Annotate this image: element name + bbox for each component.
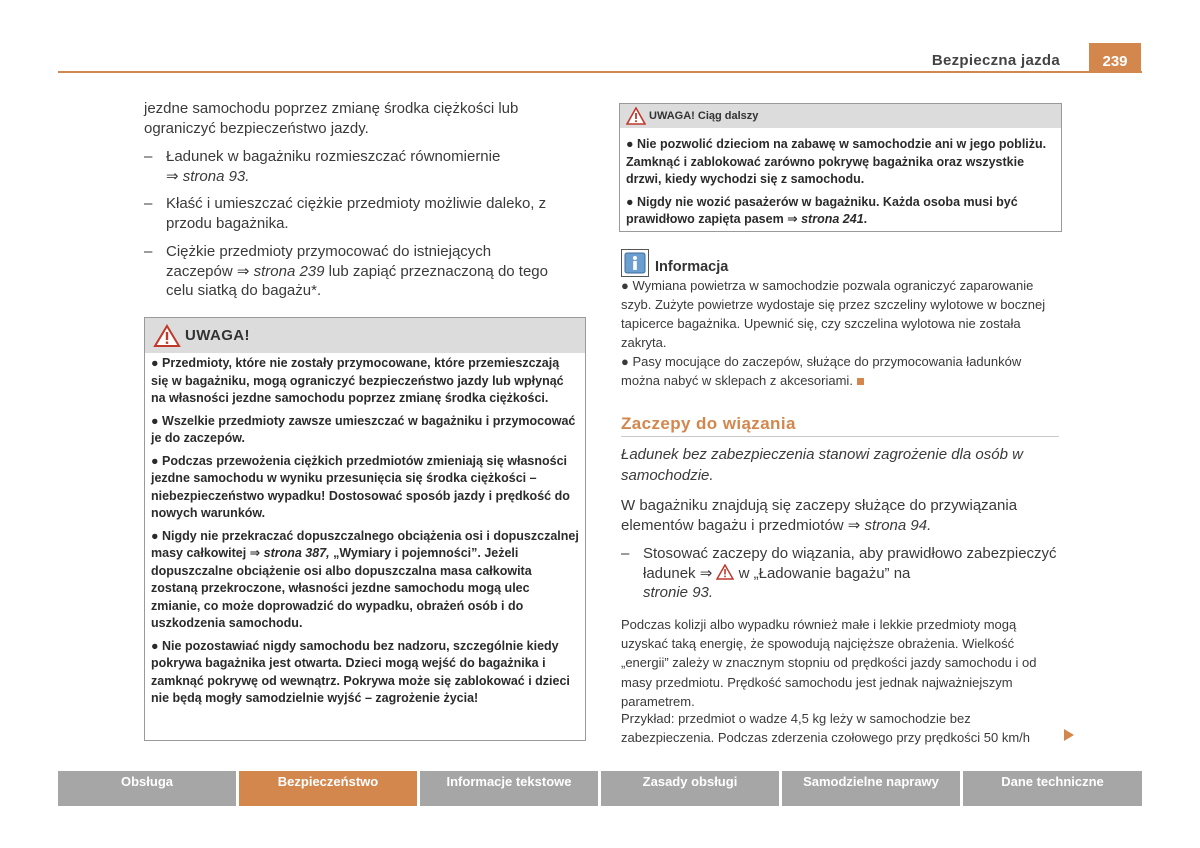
list-item-text: lub zapiąć przeznaczoną do tego <box>324 262 548 280</box>
tab-obsluga[interactable]: Obsługa <box>58 771 236 806</box>
warning-continued-label: UWAGA! Ciąg dalszy <box>649 110 759 122</box>
warning-triangle-icon <box>153 324 181 348</box>
info-item: ● Wymiana powietrza w samochodzie pozwala ograniczyć zaparowanie szyb. Zużyte powietrze wydostaje się przez szczeliny wylotowe w bocznej tapicerce bagażnika. Upewnić się, czy szczelina wylotowa nie została zakryta. <box>621 278 1046 350</box>
page-reference-link[interactable]: strona 241 <box>801 212 864 226</box>
info-item-text: Wymiana powietrza w samochodzie pozwala ograniczyć zaparowanie szyb. Zużyte powietrze wydostaje się przez szczeliny wylotowe w bocznej tapicerce bagażnika. Upewnić się, czy szczelina wylotowa nie została zakryta. <box>621 278 1046 350</box>
header-rule <box>58 71 1142 73</box>
warning-item-text: Nie pozwolić dzieciom na zabawę w samochodzie ani w jego pobliżu. Zamknąć i zablokować zarówno pokrywę bagażnika oraz wszystkie drzwi, kiedy wychodzi się z samochodu. <box>626 137 1047 186</box>
page-reference-link[interactable]: ⇒ strona 93. <box>166 167 250 185</box>
next-page-arrow-icon[interactable] <box>1063 728 1075 742</box>
warning-item-text: Nie pozostawiać nigdy samochodu bez nadzoru, szczególnie kiedy pokrywa bagażnika jest otwarta. Dzieci mogą wejść do bagażnika i zamknąć pokrywę od wewnątrz. Pokrywa może się zablokować i dzieci nie będą mogły samodzielnie wyjść – zagrożenie życia! <box>151 638 570 705</box>
warning-item-text: Nigdy nie przekraczać dopuszczalnego obciążenia osi i dopuszczalnej masy całkowitej ⇒ <box>151 528 579 560</box>
warning-triangle-icon <box>626 107 646 125</box>
tab-informacje-tekstowe[interactable]: Informacje tekstowe <box>420 771 598 806</box>
warning-item: ● Podczas przewożenia ciężkich przedmiotów zmieniają się własności jezdne samochodu w wyniku przesunięcia się środka ciężkości – niebezpieczeństwo wypadku! Dostosować sposób jazdy i prędkość do nowych warunków. <box>151 453 570 520</box>
tab-bezpieczenstwo[interactable]: Bezpieczeństwo <box>239 771 417 806</box>
list-item-text: Ładunek w bagażniku rozmieszczać równomiernie <box>166 148 501 165</box>
warning-item-text: Przedmioty, które nie zostały przymocowane, które przemieszczają się w bagażniku, mogą ograniczyć bezpieczeństwo jazdy lub wpłynąć na własności jezdne samochodu poprzez zmianę środka ciężkości. <box>151 356 564 405</box>
running-header-title: Bezpieczna jazda <box>931 52 1060 69</box>
dash-bullet: – <box>621 545 630 562</box>
warning-item-text: „Wymiary i pojemności”. Jeżeli dopuszczalne obciążenie osi albo dopuszczalna masa całkowita zostaną przekroczone, własności jezdne samochodu mogą ulec zmianie, co może doprowadzić do wypadku, obrażeń osób i do uszkodzenia samochodu. <box>151 546 532 630</box>
tab-dane-techniczne[interactable]: Dane techniczne <box>963 771 1142 806</box>
info-title: Informacja <box>655 259 729 275</box>
tab-samodzielne-naprawy[interactable]: Samodzielne naprawy <box>782 771 960 806</box>
page-reference-link[interactable]: strona 239 <box>253 262 325 280</box>
warning-item: ● Nie pozwolić dzieciom na zabawę w samochodzie ani w jego pobliżu. Zamknąć i zablokować zarówno pokrywę bagażnika oraz wszystkie drzwi, kiedy wychodzi się z samochodu. <box>626 137 1047 186</box>
warning-item-text: Podczas przewożenia ciężkich przedmiotów zmieniają się własności jezdne samochodu w wyniku przesunięcia się środka ciężkości – niebezpieczeństwo wypadku! Dostosować sposób jazdy i prędkość do nowych warunków. <box>151 453 570 520</box>
square-end-mark-icon <box>857 378 864 385</box>
section-intro: Ładunek bez zabezpieczenia stanowi zagrożenie dla osób w samochodzie. <box>621 446 1023 484</box>
warning-continued-box <box>619 103 1062 232</box>
page-reference-link[interactable]: strona 387, <box>263 546 330 560</box>
warning-header <box>145 318 585 353</box>
info-list <box>621 276 1061 390</box>
page-number: 239 <box>1089 43 1141 73</box>
list-item-text: celu siatką do bagażu*. <box>166 282 322 299</box>
dash-bullet: – <box>144 195 153 212</box>
warning-item: ● Nie pozostawiać nigdy samochodu bez nadzoru, szczególnie kiedy pokrywa bagażnika jest otwarta. Dzieci mogą wejść do bagażnika i zamknąć pokrywę od wewnątrz. Pokrywa może się zablokować i dzieci nie będą mogły samodzielnie wyjść – zagrożenie życia! <box>151 638 570 705</box>
section-paragraph: Podczas kolizji albo wypadku również małe i lekkie przedmioty mogą uzyskać taką energię, że spowodują najcięższe obrażenia. Wielkość „energii” zależy w znacznym stopniu od prędkości jazdy samochodu i od masy przedmiotu. Prędkość samochodu jest jednak najważniejszym parametrem. <box>621 617 1037 709</box>
list-item-text: w „Ładowanie bagażu” na <box>734 564 911 582</box>
tab-zasady-obslugi[interactable]: Zasady obsługi <box>601 771 779 806</box>
list-item-text: Kłaść i umieszczać ciężkie przedmioty możliwie daleko, z <box>166 195 547 212</box>
section-paragraph: Przykład: przedmiot o wadze 4,5 kg leży w samochodzie bez zabezpieczenia. Podczas zderzenia czołowego przy prędkości 50 km/h <box>621 711 1030 746</box>
warning-list <box>626 136 1056 234</box>
list-item <box>144 194 584 233</box>
warning-item: ● Wszelkie przedmioty zawsze umieszczać w bagażniku i przymocować je do zaczepów. <box>151 413 576 445</box>
page-reference-link[interactable]: stronie 93. <box>643 584 714 601</box>
info-icon <box>621 249 649 277</box>
list-item-text: Stosować zaczepy do wiązania, aby prawidłowo zabezpieczyć ładunek ⇒ <box>643 545 1057 582</box>
warning-item: ● Nigdy nie wozić pasażerów w bagażniku. Każda osoba musi być prawidłowo zapięta pasem ⇒ strona 241. <box>626 194 1018 226</box>
warning-continued-header <box>620 104 1061 128</box>
warning-triangle-icon <box>716 564 734 580</box>
warning-item-text: . <box>863 212 868 226</box>
section-paragraph <box>621 496 1061 536</box>
dash-bullet: – <box>144 243 153 260</box>
paragraph-text: W bagażniku znajdują się zaczepy służące do przywiązania elementów bagażu i przedmiotów ⇒ <box>621 497 1018 534</box>
page-reference-link[interactable]: strona 94. <box>864 517 932 534</box>
warning-item-text: Wszelkie przedmioty zawsze umieszczać w bagażniku i przymocować je do zaczepów. <box>151 413 576 445</box>
warning-item: ● Przedmioty, które nie zostały przymocowane, które przemieszczają się w bagażniku, mogą ograniczyć bezpieczeństwo jazdy lub wpłynąć na własności jezdne samochodu poprzez zmianę środka ciężkości. <box>151 356 564 405</box>
list-item-text: Ciężkie przedmioty przymocować do istniejących <box>166 243 492 260</box>
warning-box <box>144 317 586 741</box>
list-item <box>144 147 584 186</box>
section-title: Zaczepy do wiązania <box>621 414 796 433</box>
info-item-text: Pasy mocujące do zaczepów, służące do przymocowania ładunków można nabyć w sklepach z akcesoriami. <box>621 354 1022 388</box>
left-intro-paragraph: jezdne samochodu poprzez zmianę środka ciężkości lub ograniczyć bezpieczeństwo jazdy. <box>144 100 519 137</box>
dash-bullet: – <box>144 148 153 165</box>
list-item-text: przodu bagażnika. <box>166 214 289 232</box>
warning-item-text: Nigdy nie wozić pasażerów w bagażniku. Każda osoba musi być prawidłowo zapięta pasem ⇒ <box>626 194 1018 226</box>
list-item-text: zaczepów ⇒ <box>166 262 254 280</box>
list-item <box>621 544 1061 603</box>
warning-item: ● Nigdy nie przekraczać dopuszczalnego obciążenia osi i dopuszczalnej masy całkowitej ⇒ strona 387, „Wymiary i pojemności”. Jeżeli dopuszczalne obciążenie osi albo dopuszczalna masa całkowita zostaną przekroczone, własności jezdne samochodu mogą ulec zmianie, co może doprowadzić do wypadku, obrażeń osób i do uszkodzenia samochodu. <box>151 528 579 630</box>
info-item: ● Pasy mocujące do zaczepów, służące do przymocowania ładunków można nabyć w sklepach z akcesoriami. <box>621 354 1022 388</box>
list-item <box>144 242 584 301</box>
warning-list <box>151 355 579 713</box>
warning-label: UWAGA! <box>185 327 250 344</box>
section-title-rule <box>621 436 1059 437</box>
